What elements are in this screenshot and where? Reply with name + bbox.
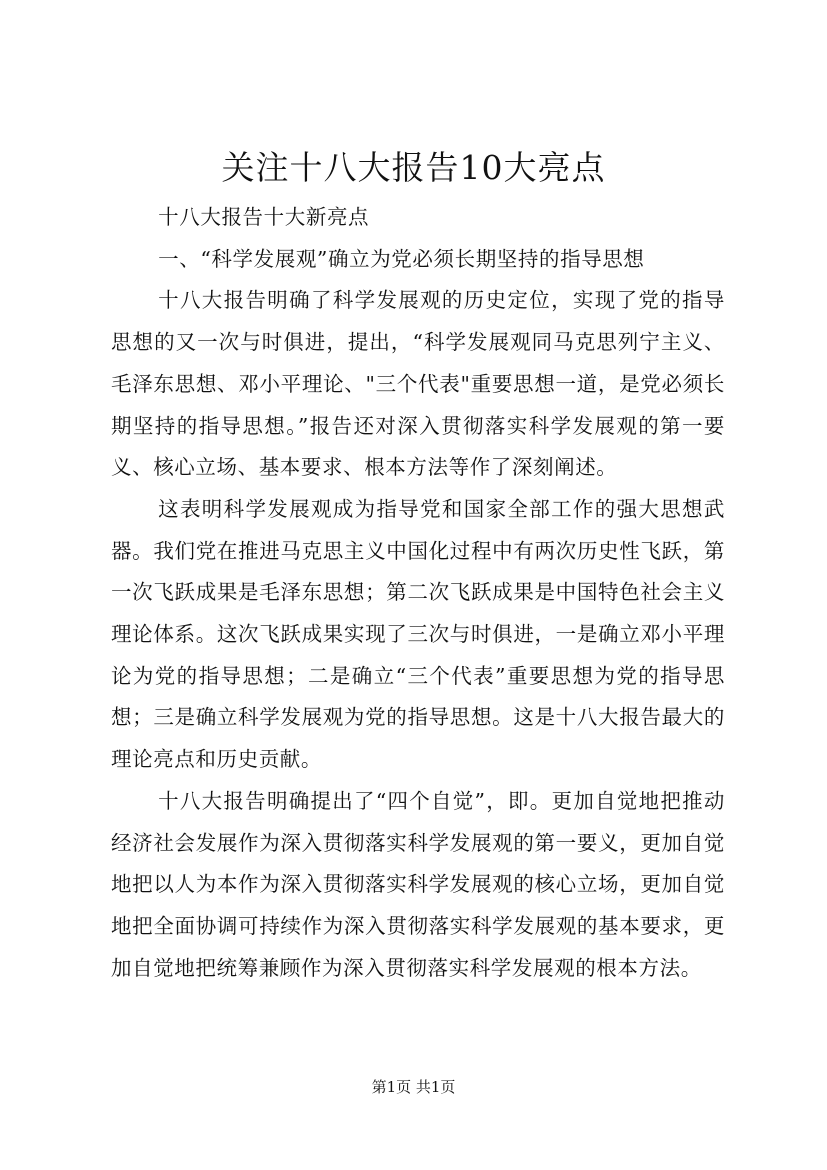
paragraph-section-heading: 一、“科学发展观”确立为党必须长期坚持的指导思想	[158, 246, 645, 271]
paragraph-3: 十八大报告明确提出了“四个自觉”，即。更加自觉地把推动经济社会发展作为深入贯彻落实科学发展观的第一要义，更加自觉地把以人为本作为深入贯彻落实科学发展观的核心立场，更加自觉地把全面协调可持续作为深入贯彻落实科学发展观的基本要求，更加自觉地把统筹兼顾作为深入贯彻落实科学发展观的根本方法。	[111, 788, 725, 980]
document-title: 关注十八大报告10大亮点	[221, 148, 606, 187]
page-number-footer: 第1页 共1页	[371, 1078, 456, 1096]
paragraph-2: 这表明科学发展观成为指导党和国家全部工作的强大思想武器。我们党在推进马克思主义中国化过程中有两次历史性飞跃，第一次飞跃成果是毛泽东思想；第二次飞跃成果是中国特色社会主义理论体系。这次飞跃成果实现了三次与时俱进，一是确立邓小平理论为党的指导思想；二是确立“三个代表”重要思想为党的指导思想；三是确立科学发展观为党的指导思想。这是十八大报告最大的理论亮点和历史贡献。	[111, 496, 725, 772]
paragraph-1: 十八大报告明确了科学发展观的历史定位，实现了党的指导思想的又一次与时俱进，提出，“科学发展观同马克思列宁主义、毛泽东思想、邓小平理论、"三个代表"重要思想一道，是党必须长期坚持的指导思想。”报告还对深入贯彻落实科学发展观的第一要义、核心立场、基本要求、根本方法等作了深刻阐述。	[111, 288, 725, 480]
document-body	[111, 197, 725, 989]
paragraph-subtitle: 十八大报告十大新亮点	[158, 205, 370, 229]
